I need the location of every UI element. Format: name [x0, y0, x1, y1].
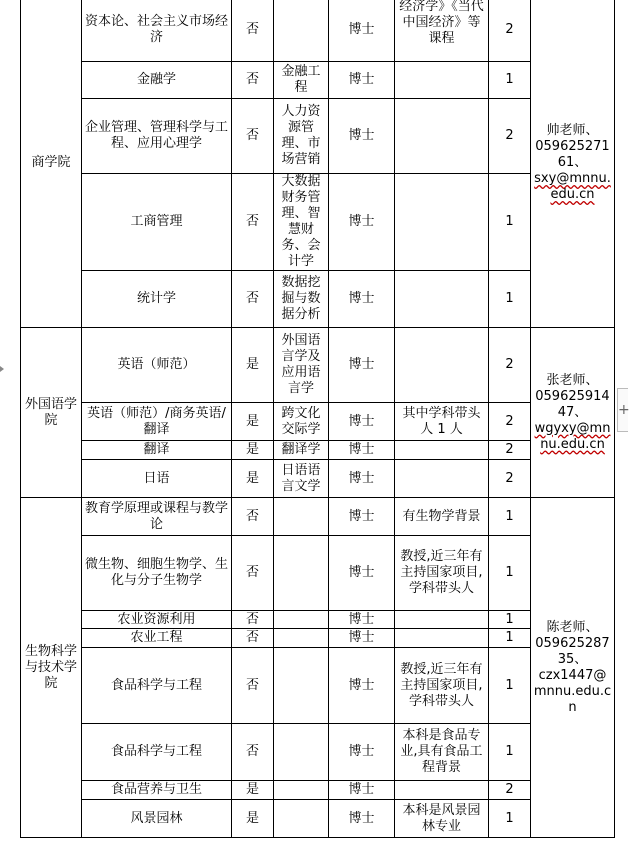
degree-cell: 博士: [329, 498, 395, 536]
note-cell: 本科是风景园林专业: [395, 800, 489, 838]
degree-cell: 博士: [329, 629, 395, 648]
direction-cell: 数据挖掘与数据分析: [274, 271, 329, 328]
count-cell: 1: [489, 648, 531, 724]
table-row: [21, 800, 615, 838]
degree-cell: 博士: [329, 781, 395, 800]
note-cell: [395, 441, 489, 460]
normal-cell: 否: [232, 0, 274, 62]
count-cell: 2: [489, 99, 531, 174]
note-cell: [395, 99, 489, 174]
note-cell: [395, 629, 489, 648]
normal-cell: 否: [232, 62, 274, 99]
direction-cell: 人力资源管理、市场营销: [274, 99, 329, 174]
count-cell: 1: [489, 611, 531, 629]
table-row: [21, 99, 615, 174]
count-cell: 1: [489, 536, 531, 611]
normal-cell: 是: [232, 328, 274, 403]
note-cell: [395, 611, 489, 629]
major-cell: 食品营养与卫生: [82, 781, 232, 800]
scroll-left-arrow-icon[interactable]: [0, 366, 4, 372]
degree-cell: 博士: [329, 460, 395, 498]
table-row: [21, 498, 615, 536]
major-cell: 微生物、细胞生物学、生化与分子生物学: [82, 536, 232, 611]
normal-cell: 是: [232, 460, 274, 498]
note-cell: [395, 328, 489, 403]
normal-cell: 否: [232, 174, 274, 271]
note-cell: 其中学科带头人 1 人: [395, 403, 489, 441]
direction-cell: [274, 498, 329, 536]
table-row: [21, 724, 615, 781]
direction-cell: [274, 781, 329, 800]
degree-cell: 博士: [329, 536, 395, 611]
count-cell: 2: [489, 328, 531, 403]
major-cell: 日语: [82, 460, 232, 498]
major-cell: 工商管理: [82, 174, 232, 271]
count-cell: 1: [489, 174, 531, 271]
major-cell: 食品科学与工程: [82, 648, 232, 724]
degree-cell: 博士: [329, 174, 395, 271]
table-row: [21, 611, 615, 629]
note-cell: 教授,近三年有主持国家项目,学科带头人: [395, 648, 489, 724]
college-cell: 生物科学与技术学院: [21, 498, 82, 838]
count-cell: 1: [489, 724, 531, 781]
note-cell: [395, 62, 489, 99]
normal-cell: 是: [232, 800, 274, 838]
note-cell: [395, 781, 489, 800]
direction-cell: [274, 611, 329, 629]
degree-cell: 博士: [329, 648, 395, 724]
normal-cell: 否: [232, 271, 274, 328]
table-row: [21, 62, 615, 99]
note-cell: [395, 271, 489, 328]
note-cell: 有生物学背景: [395, 498, 489, 536]
normal-cell: 否: [232, 629, 274, 648]
college-cell: 外国语学院: [21, 328, 82, 498]
contact-email[interactable]: czx1447@mnnu.edu.cn: [533, 667, 612, 715]
normal-cell: 否: [232, 611, 274, 629]
table-row: [21, 460, 615, 498]
major-cell: 农业资源利用: [82, 611, 232, 629]
normal-cell: 否: [232, 648, 274, 724]
normal-cell: 否: [232, 498, 274, 536]
contact-email[interactable]: wgyxy@mnnu.edu.cn: [534, 420, 611, 452]
degree-cell: 博士: [329, 62, 395, 99]
direction-cell: [274, 629, 329, 648]
normal-cell: 否: [232, 536, 274, 611]
table-row: [21, 174, 615, 271]
plus-icon[interactable]: +: [617, 388, 628, 432]
table-row: [21, 403, 615, 441]
contact-email[interactable]: sxy@mnnu.edu.cn: [534, 171, 611, 202]
normal-cell: 是: [232, 441, 274, 460]
normal-cell: 否: [232, 99, 274, 174]
count-cell: 1: [489, 629, 531, 648]
count-cell: 2: [489, 441, 531, 460]
degree-cell: 博士: [329, 271, 395, 328]
major-cell: 食品科学与工程: [82, 724, 232, 781]
direction-cell: [274, 800, 329, 838]
contact-phone: 05962527161、: [535, 139, 610, 170]
degree-cell: 博士: [329, 441, 395, 460]
contact-phone: 05962528735、: [535, 635, 610, 667]
direction-cell: 大数据财务管理、智慧财务、会计学: [274, 174, 329, 271]
recruitment-table: [20, 0, 615, 838]
major-cell: 英语（师范）/商务英语/翻译: [82, 403, 232, 441]
degree-cell: 博士: [329, 800, 395, 838]
direction-cell: [274, 648, 329, 724]
note-cell: 教授,近三年有主持国家项目,学科带头人: [395, 536, 489, 611]
direction-cell: 日语语言文学: [274, 460, 329, 498]
table-row: [21, 0, 615, 62]
note-cell: 经济学》《当代中国经济》等课程: [395, 0, 489, 62]
count-cell: 1: [489, 271, 531, 328]
count-cell: 1: [489, 62, 531, 99]
table-row: [21, 648, 615, 724]
degree-cell: 博士: [329, 403, 395, 441]
direction-cell: [274, 0, 329, 62]
count-cell: 1: [489, 498, 531, 536]
major-cell: 金融学: [82, 62, 232, 99]
degree-cell: 博士: [329, 328, 395, 403]
contact-cell: [531, 328, 615, 498]
count-cell: 2: [489, 460, 531, 498]
major-cell: 企业管理、管理科学与工程、应用心理学: [82, 99, 232, 174]
direction-cell: 金融工程: [274, 62, 329, 99]
direction-cell: 跨文化交际学: [274, 403, 329, 441]
normal-cell: 是: [232, 781, 274, 800]
direction-cell: 外国语言学及应用语言学: [274, 328, 329, 403]
note-cell: [395, 460, 489, 498]
major-cell: 农业工程: [82, 629, 232, 648]
direction-cell: [274, 724, 329, 781]
major-cell: 资本论、社会主义市场经济: [82, 0, 232, 62]
note-cell: [395, 174, 489, 271]
major-cell: 风景园林: [82, 800, 232, 838]
table-row: [21, 536, 615, 611]
normal-cell: 否: [232, 724, 274, 781]
contact-phone: 05962591447、: [535, 388, 610, 420]
degree-cell: 博士: [329, 724, 395, 781]
major-cell: 翻译: [82, 441, 232, 460]
table-row: [21, 441, 615, 460]
count-cell: 2: [489, 0, 531, 62]
contact-name: 张老师、: [546, 372, 599, 388]
direction-cell: 翻译学: [274, 441, 329, 460]
count-cell: 2: [489, 403, 531, 441]
major-cell: 教育学原理或课程与教学论: [82, 498, 232, 536]
contact-name: 帅老师、: [546, 123, 599, 138]
normal-cell: 是: [232, 403, 274, 441]
table-row: [21, 781, 615, 800]
degree-cell: 博士: [329, 99, 395, 174]
degree-cell: 博士: [329, 611, 395, 629]
contact-name: 陈老师、: [546, 619, 599, 635]
contact-cell: [531, 498, 615, 838]
major-cell: 英语（师范）: [82, 328, 232, 403]
count-cell: 1: [489, 800, 531, 838]
major-cell: 统计学: [82, 271, 232, 328]
note-cell: 本科是食品专业,具有食品工程背景: [395, 724, 489, 781]
table-row: [21, 328, 615, 403]
count-cell: 2: [489, 781, 531, 800]
contact-cell: [531, 0, 615, 328]
degree-cell: 博士: [329, 0, 395, 62]
table-row: [21, 271, 615, 328]
direction-cell: [274, 536, 329, 611]
table-row: [21, 629, 615, 648]
college-cell: 商学院: [21, 0, 82, 328]
